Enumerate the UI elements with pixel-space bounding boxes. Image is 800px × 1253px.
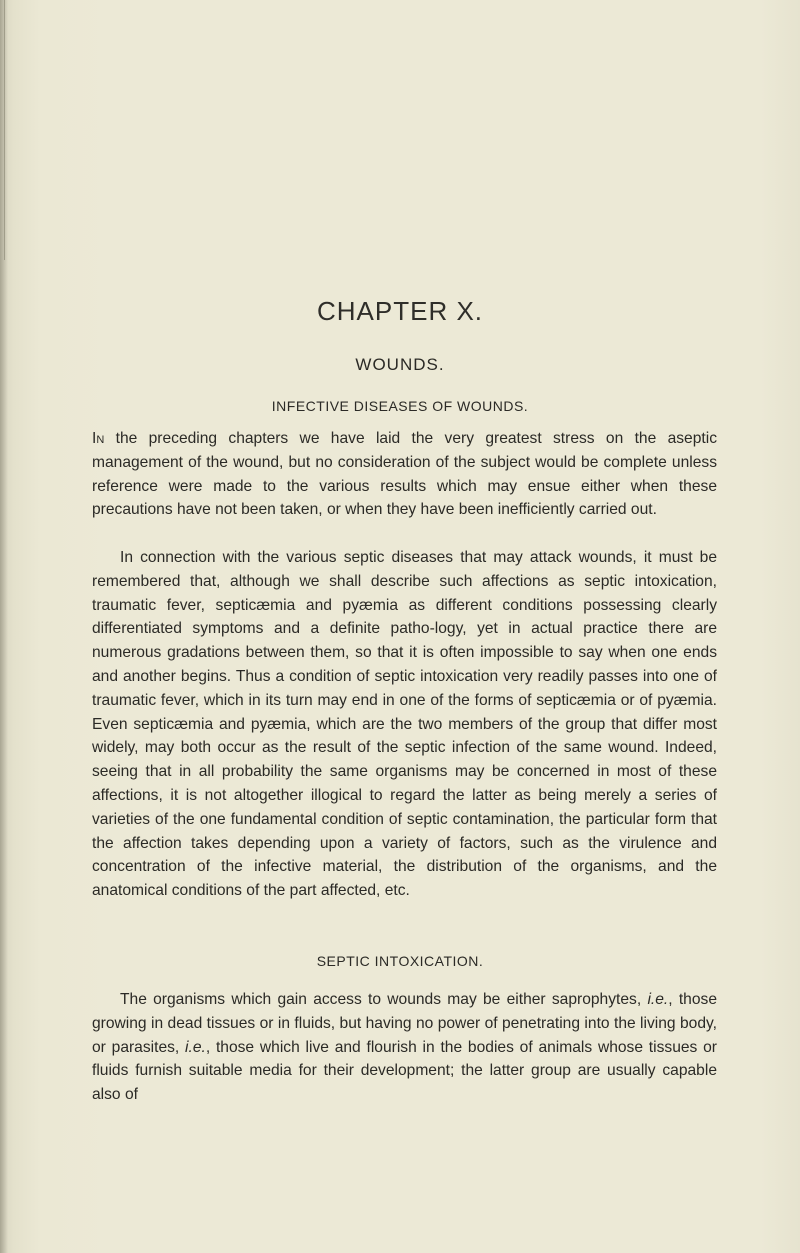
paragraph-3 xyxy=(92,988,717,1107)
paragraph-2-text: In connection with the various septic diseases that may attack wounds, it must be remembered that, although we shall describe such affections as septic intoxication, traumatic fever, septicæmia and pyæmia as different conditions possessing clearly differentiated symptoms and a definite patho-logy, yet in actual practice there are numerous gradations between them, so that it is often impossible to say when one ends and another begins. Thus a condition of septic intoxication very readily passes into one of traumatic fever, which in its turn may end in one of the forms of septicæmia or of pyæmia. Even septicæmia and pyæmia, which are the two members of the group that differ most widely, may both occur as the result of the septic infection of the same wound. Indeed, seeing that in all probability the same organisms may be concerned in most of these affections, it is not altogether illogical to regard the latter as being merely a series of varieties of the one fundamental condition of septic contamination, the particular form that the affection takes depending upon a variety of factors, such as the virulence and concentration of the infective material, the distribution of the organisms, and the anatomical conditions of the part affected, etc. xyxy=(92,549,717,900)
ie-abbrev-2: i.e. xyxy=(185,1038,206,1056)
lead-word: In xyxy=(92,430,105,447)
section-heading: INFECTIVE DISEASES OF WOUNDS. xyxy=(271,398,529,414)
paragraph-3-seg1: The organisms which gain access to wounds may be either saprophytes, xyxy=(120,991,648,1008)
paragraph-1 xyxy=(92,427,717,522)
chapter-title: CHAPTER X. xyxy=(316,296,484,326)
paragraph-3-seg3: , those which live and flourish in the bodies of animals whose tissues or fluids furnish suitable media for their development; the latter group are usually capable also of xyxy=(92,1038,717,1104)
paragraph-3-seg2: , those growing in dead tissues or in fluids, but having no power of penetrating into the living body, or parasites, xyxy=(92,991,717,1056)
page-edge xyxy=(4,0,5,260)
section-heading-2: SEPTIC INTOXICATION. xyxy=(316,953,484,969)
paragraph-2 xyxy=(92,546,717,903)
chapter-subject: WOUNDS. xyxy=(355,355,445,374)
paragraph-1-text: the preceding chapters we have laid the very greatest stress on the aseptic management of the wound, but no consideration of the subject would be complete unless reference were made to the various results which may ensue either when these precautions have not been taken, or when they have been inefficiently carried out. xyxy=(92,430,717,519)
ie-abbrev-1: i.e. xyxy=(647,991,669,1008)
